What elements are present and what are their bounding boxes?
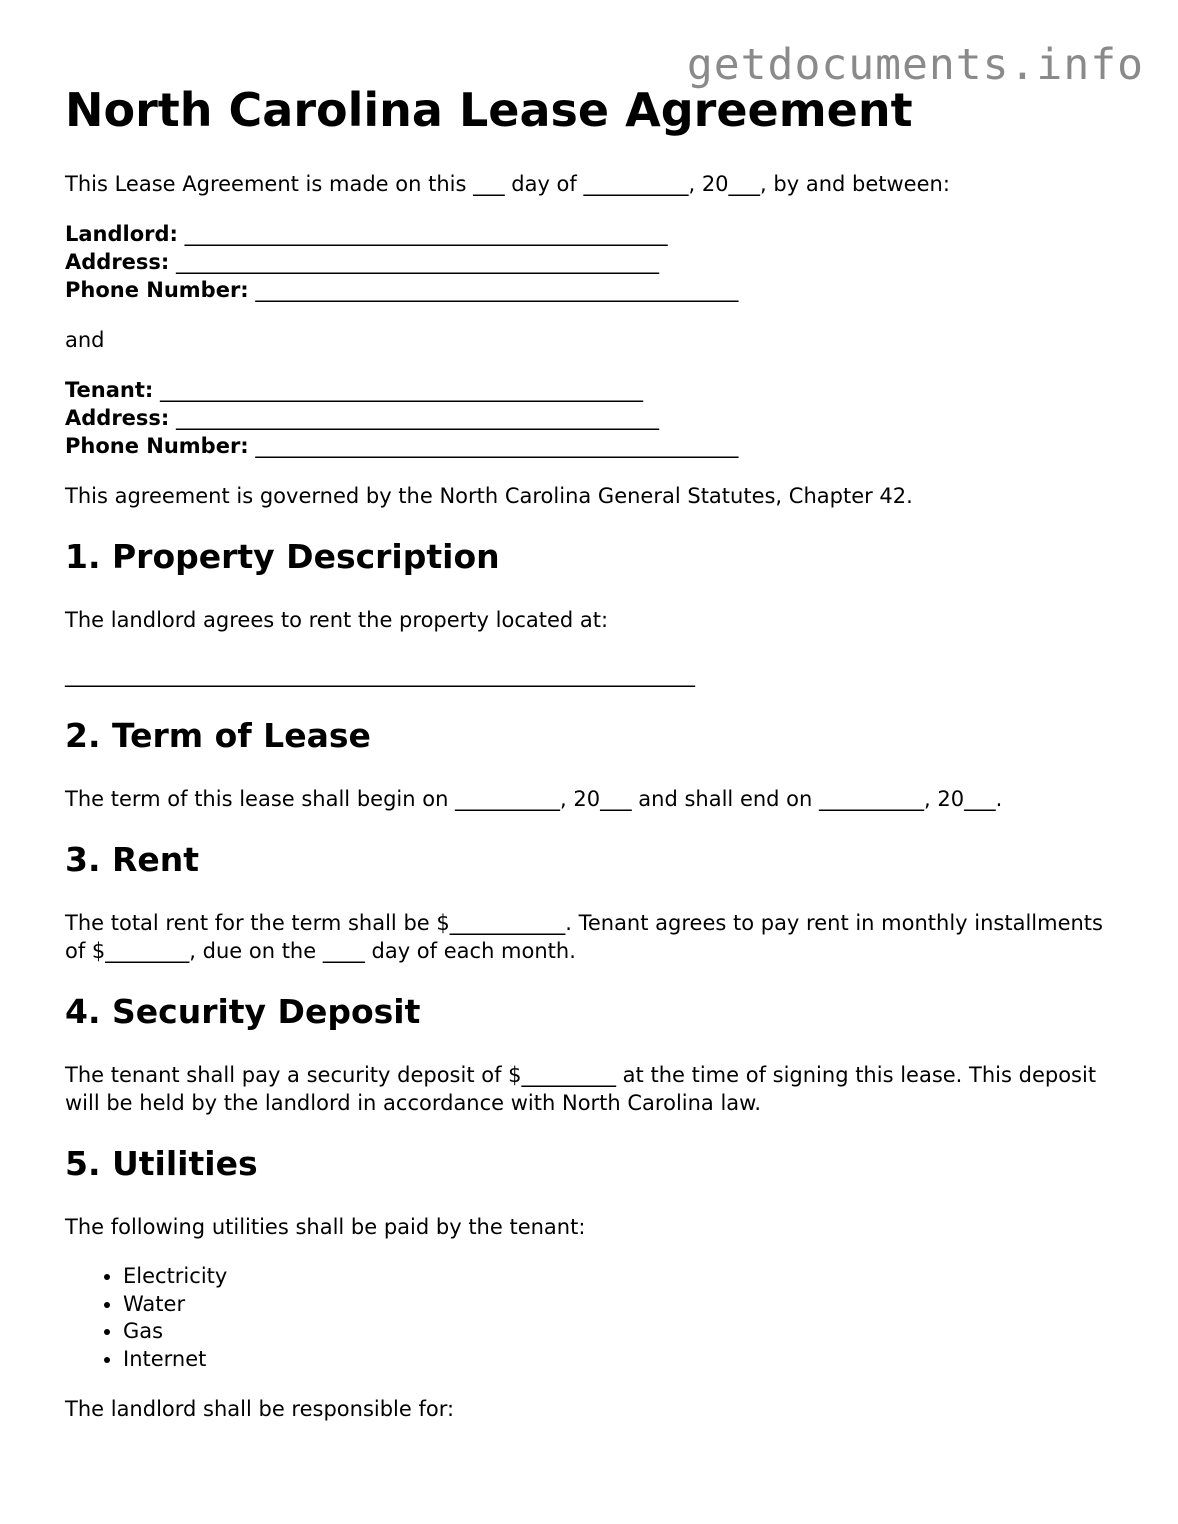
tenant-address-blank: ______________________________________________ bbox=[169, 406, 660, 430]
intro-text: This Lease Agreement is made on this ___ day of __________, 20___, by and between: bbox=[65, 172, 950, 196]
tenant-name-line bbox=[65, 376, 1125, 404]
list-item: • Internet bbox=[123, 1346, 1125, 1374]
property-text: The landlord agrees to rent the property located at: bbox=[65, 608, 609, 632]
tenant-address-line bbox=[65, 404, 1125, 432]
utilities-text: The following utilities shall be paid by the tenant: bbox=[65, 1215, 586, 1239]
landlord-address-label: Address: bbox=[65, 250, 170, 274]
tenant-name-label: Tenant: bbox=[65, 378, 154, 402]
landlord-address-line bbox=[65, 248, 1125, 276]
watermark: getdocuments.info bbox=[686, 40, 1144, 90]
tenant-phone-label: Phone Number: bbox=[65, 434, 249, 458]
landlord-phone-label: Phone Number: bbox=[65, 278, 249, 302]
deposit-text: The tenant shall pay a security deposit of $_________ at the time of signing this lease. This deposit will be held by the landlord in accordance with North Carolina law. bbox=[65, 1063, 1097, 1115]
landlord-name-label: Landlord: bbox=[65, 222, 178, 246]
property-address-blank: ____________________________________________________________ bbox=[65, 663, 695, 687]
list-item: • Gas bbox=[123, 1318, 1125, 1346]
section-heading-rent: 3. Rent bbox=[65, 840, 200, 879]
landlord-block bbox=[65, 220, 1125, 304]
landlord-phone-blank: ______________________________________________ bbox=[248, 278, 739, 302]
list-item: • Electricity bbox=[123, 1263, 1125, 1291]
and-text: and bbox=[65, 328, 105, 352]
document-body bbox=[65, 78, 1125, 1423]
section-heading-property: 1. Property Description bbox=[65, 537, 500, 576]
list-item: • Water bbox=[123, 1291, 1125, 1319]
landlord-responsibility-text: The landlord shall be responsible for: bbox=[65, 1397, 455, 1421]
tenant-block bbox=[65, 376, 1125, 460]
tenant-address-label: Address: bbox=[65, 406, 170, 430]
landlord-name-blank: ______________________________________________ bbox=[177, 222, 668, 246]
governing-law-text: This agreement is governed by the North Carolina General Statutes, Chapter 42. bbox=[65, 484, 913, 508]
term-text: The term of this lease shall begin on __________, 20___ and shall end on __________, 20___. bbox=[65, 787, 1003, 811]
tenant-name-blank: ______________________________________________ bbox=[153, 378, 643, 402]
section-heading-utilities: 5. Utilities bbox=[65, 1144, 258, 1183]
landlord-address-blank: ______________________________________________ bbox=[169, 250, 660, 274]
landlord-phone-line bbox=[65, 276, 1125, 304]
section-heading-term: 2. Term of Lease bbox=[65, 716, 371, 755]
rent-text: The total rent for the term shall be $___________. Tenant agrees to pay rent in monthly installments of $________, due on the ____ day of each month. bbox=[65, 911, 1103, 963]
landlord-name-line bbox=[65, 220, 1125, 248]
section-heading-deposit: 4. Security Deposit bbox=[65, 992, 421, 1031]
document-title: North Carolina Lease Agreement bbox=[65, 83, 913, 137]
tenant-phone-line bbox=[65, 432, 1125, 460]
tenant-phone-blank: ______________________________________________ bbox=[248, 434, 739, 458]
utilities-list bbox=[65, 1263, 1125, 1373]
